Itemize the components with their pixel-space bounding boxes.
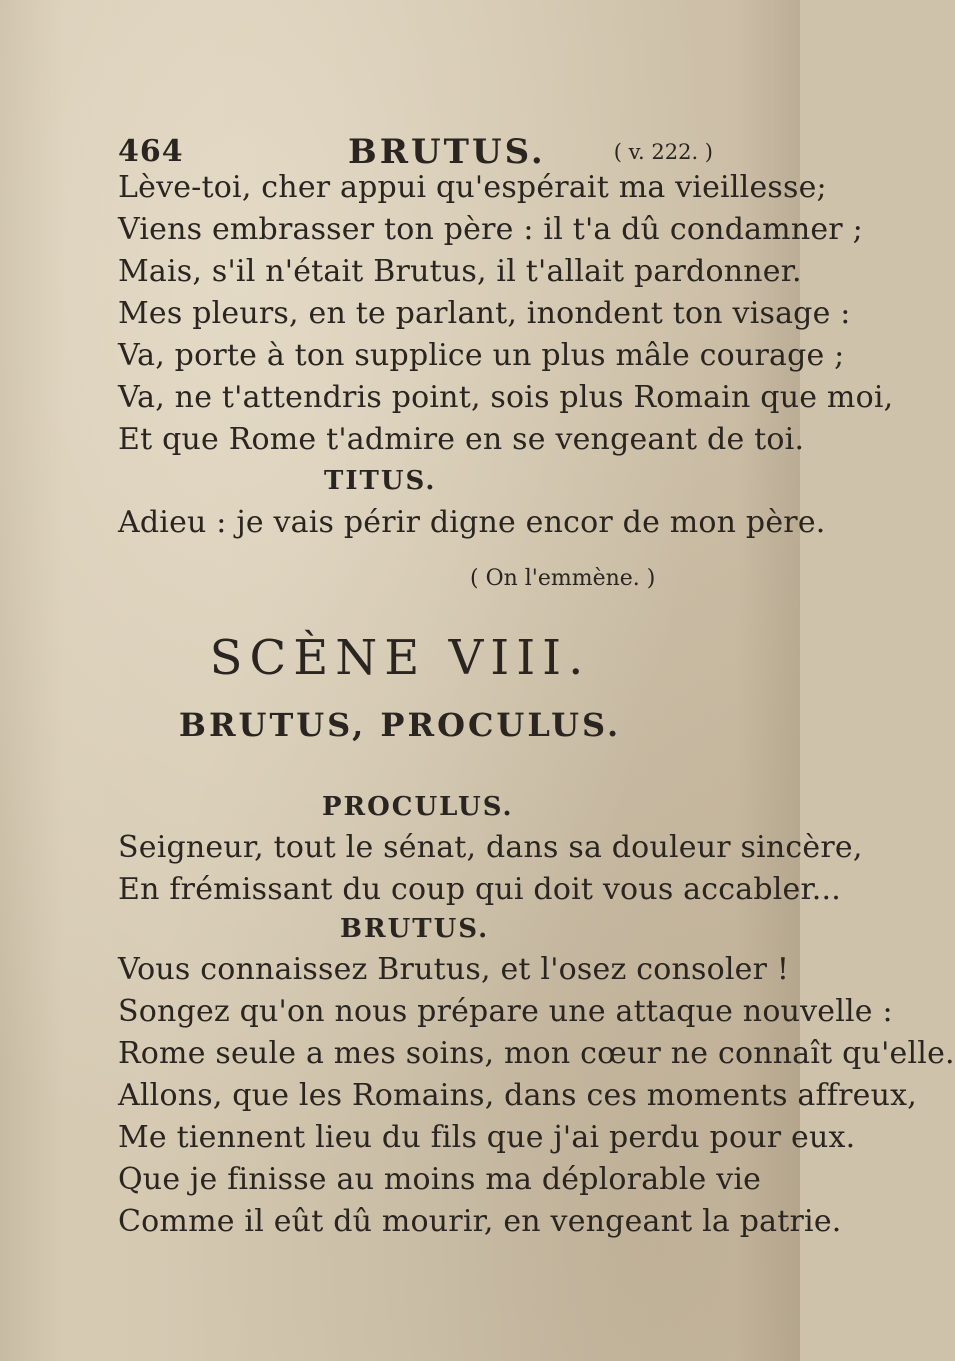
speaker-brutus: BRUTUS.	[340, 914, 490, 944]
verse-line: Et que Rome t'admire en se vengeant de toi.	[118, 422, 805, 457]
brutus-reply-block	[118, 950, 955, 1250]
verse-line: Va, porte à ton supplice un plus mâle courage ;	[118, 338, 845, 373]
verse-line: Viens embrasser ton père : il t'a dû condamner ;	[118, 212, 863, 247]
verse-line: Va, ne t'attendris point, sois plus Romain que moi,	[118, 380, 894, 415]
verse-line: Comme il eût dû mourir, en vengeant la patrie.	[118, 1204, 842, 1239]
speaker-titus: TITUS.	[324, 466, 437, 496]
verse-line: Seigneur, tout le sénat, dans sa douleur sincère,	[118, 830, 863, 865]
verse-line: Rome seule a mes soins, mon cœur ne connaît qu'elle.	[118, 1036, 955, 1071]
verse-reference: ( v. 222. )	[613, 140, 713, 164]
verse-line: Mais, s'il n'était Brutus, il t'allait pardonner.	[118, 254, 802, 289]
scene-characters: BRUTUS, PROCULUS.	[178, 706, 622, 744]
proculus-speech-block	[118, 828, 863, 912]
verse-line-titus: Adieu : je vais périr digne encor de mon père.	[118, 505, 826, 540]
running-title: BRUTUS.	[348, 132, 546, 172]
stage-direction: ( On l'emmène. )	[470, 566, 656, 591]
verse-line: En frémissant du coup qui doit vous accabler...	[118, 872, 841, 907]
speaker-proculus: PROCULUS.	[322, 792, 514, 822]
verse-line: Me tiennent lieu du fils que j'ai perdu pour eux.	[118, 1120, 856, 1155]
verse-line: Que je finisse au moins ma déplorable vie	[118, 1162, 762, 1197]
page-number: 464	[118, 134, 184, 169]
verse-line: Songez qu'on nous prépare une attaque nouvelle :	[118, 994, 893, 1029]
scene-title: SCÈNE VIII.	[209, 630, 591, 686]
verse-line: Vous connaissez Brutus, et l'osez consoler !	[118, 952, 790, 987]
verse-line: Mes pleurs, en te parlant, inondent ton visage :	[118, 296, 851, 331]
page-header	[118, 130, 713, 170]
verse-line: Lève-toi, cher appui qu'espérait ma vieillesse;	[118, 170, 827, 205]
verse-line: Allons, que les Romains, dans ces moments affreux,	[118, 1078, 917, 1113]
brutus-speech-block	[118, 168, 894, 468]
